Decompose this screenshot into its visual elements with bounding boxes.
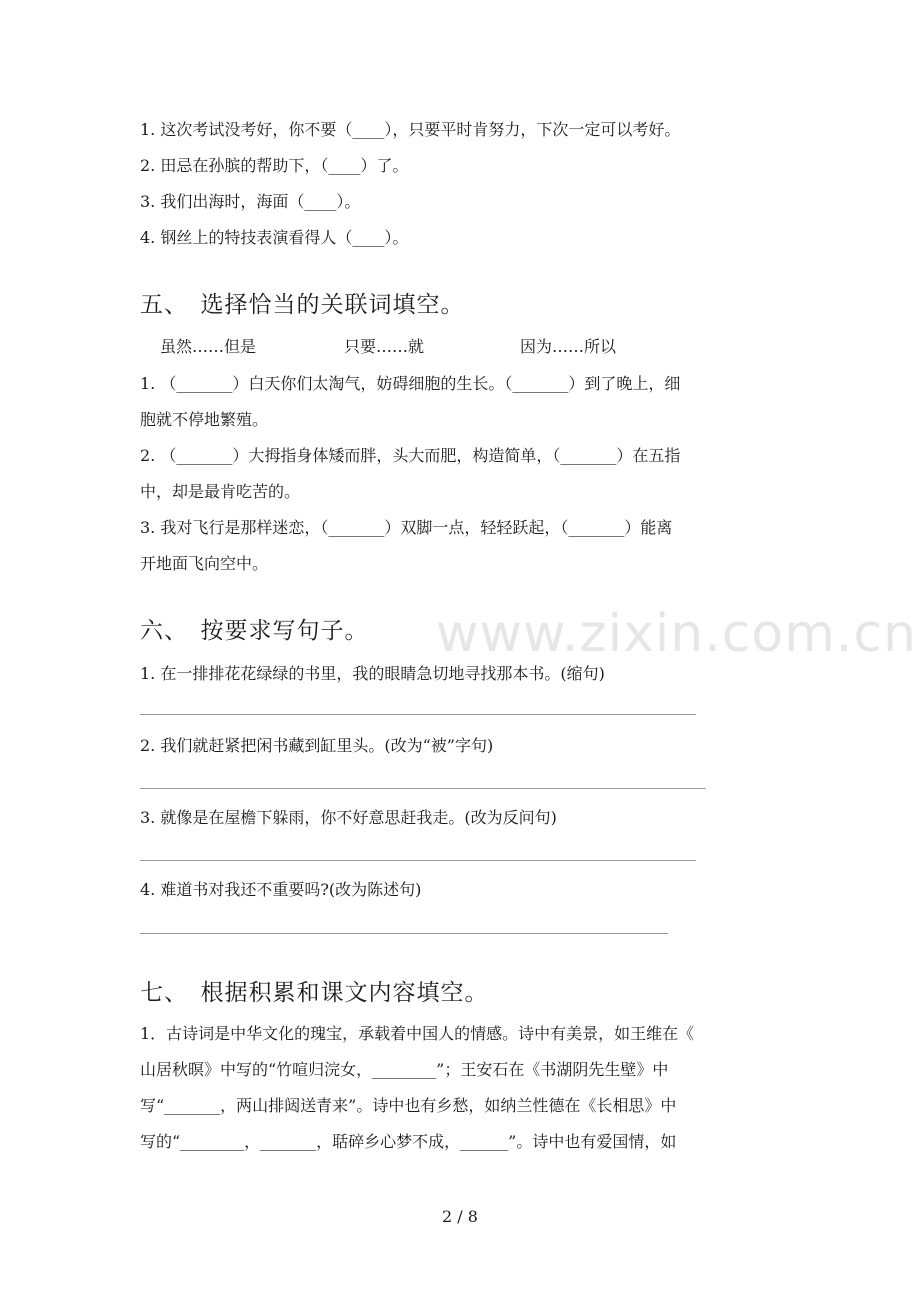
question-line: 4. 难道书对我还不重要吗?(改为陈述句) [140, 880, 422, 899]
option-word: 虽然……但是 [160, 337, 257, 356]
question-line: 1．古诗词是中华文化的瑰宝，承载着中国人的情感。诗中有美景，如王维在《 [140, 1024, 695, 1043]
question-line: 写“_______，两山排闼送青来”。诗中也有乡愁，如纳兰性德在《长相思》中 [140, 1096, 677, 1115]
question-line: 2. 我们就赶紧把闲书藏到缸里头。(改为“被”字句) [140, 736, 494, 755]
question-line: 1. 这次考试没考好，你不要（____），只要平时肯努力，下次一定可以考好。 [140, 120, 681, 139]
question-line: 山居秋暝》中写的“竹喧归浣女，________”；王安石在《书湖阴先生壁》中 [140, 1060, 669, 1079]
section-heading-7: 七、 根据积累和课文内容填空。 [140, 980, 489, 1006]
section-heading-6: 六、 按要求写句子。 [140, 618, 369, 644]
answer-line [140, 788, 706, 789]
answer-line [140, 714, 696, 715]
question-line: 2. （_______）大拇指身体矮而胖，头大而肥，构造简单，（_______）在五指 [140, 446, 681, 465]
option-word: 因为……所以 [520, 337, 617, 356]
question-line: 3. 就像是在屋檐下躲雨，你不好意思赶我走。(改为反问句) [140, 808, 557, 827]
question-line: 1. （_______）白天你们太淘气，妨碍细胞的生长。（_______）到了晚上，细 [140, 374, 681, 393]
question-line: 开地面飞向空中。 [140, 554, 269, 573]
watermark: www.zixin.com.cn [436, 604, 917, 664]
question-line: 2. 田忌在孙膑的帮助下，（____）了。 [140, 156, 409, 175]
question-line: 胞就不停地繁殖。 [140, 410, 269, 429]
question-line: 1. 在一排排花花绿绿的书里，我的眼睛急切地寻找那本书。(缩句) [140, 664, 605, 683]
option-word: 只要……就 [344, 337, 425, 356]
page-number: 2 / 8 [442, 1207, 478, 1226]
section-heading-5: 五、 选择恰当的关联词填空。 [140, 292, 465, 318]
question-line: 4. 钢丝上的特技表演看得人（____）。 [140, 228, 409, 247]
answer-line [140, 933, 668, 934]
answer-line [140, 860, 696, 861]
question-line: 写的“________，_______，聒碎乡心梦不成，______”。诗中也有爱国情，如 [140, 1132, 677, 1151]
question-line: 中，却是最肯吃苦的。 [140, 482, 301, 501]
question-line: 3. 我对飞行是那样迷恋，（_______）双脚一点，轻轻跃起，（_______）能离 [140, 518, 673, 537]
question-line: 3. 我们出海时，海面（____）。 [140, 192, 361, 211]
